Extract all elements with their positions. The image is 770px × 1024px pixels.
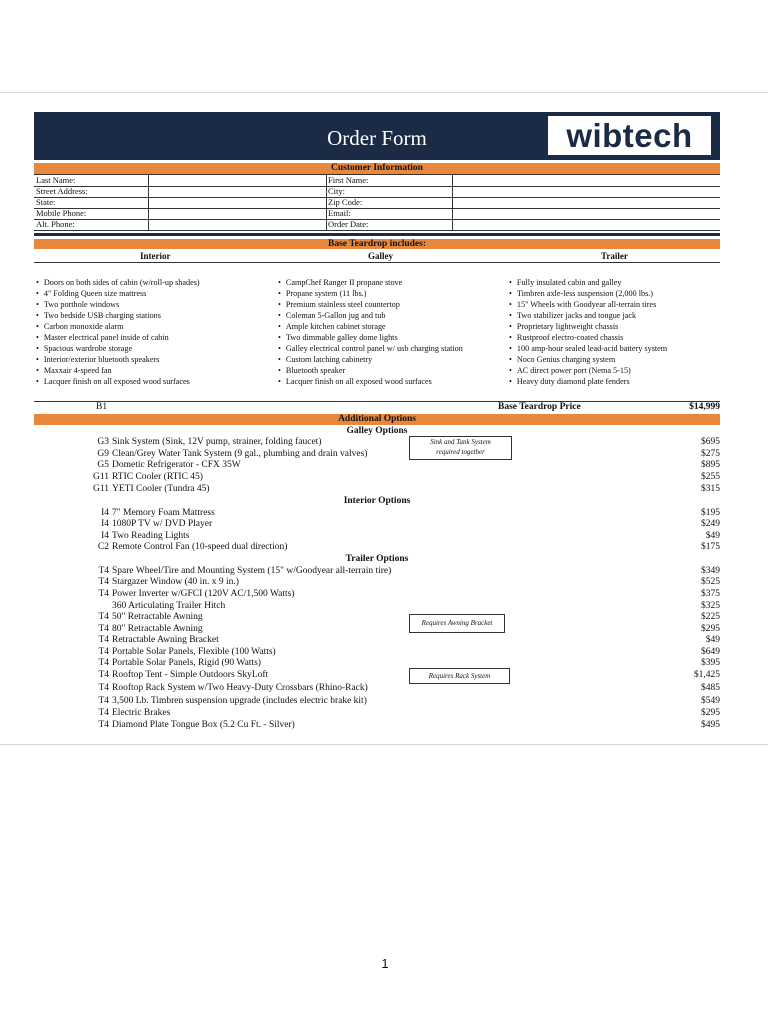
list-item: • Custom latching cabinetry [278, 354, 508, 365]
option-code: T4 [98, 647, 109, 657]
last-name-label: Last Name: [36, 175, 76, 185]
list-item: • Rustproof electro-coated chassis [509, 332, 719, 343]
option-price: $175 [701, 542, 720, 552]
option-code: G11 [92, 472, 109, 482]
list-item: • Bluetooth speaker [278, 365, 508, 376]
wibtech-logo [548, 116, 711, 155]
option-price: $649 [701, 647, 720, 657]
option-code: T4 [98, 577, 109, 587]
first-name-label: First Name: [328, 175, 369, 185]
option-code: T4 [98, 612, 109, 622]
option-name: 7" Memory Foam Mattress [112, 508, 215, 518]
option-name: 1080P TV w/ DVD Player [112, 519, 213, 529]
option-row [34, 696, 720, 707]
rack-system-note: Requires Rack System [409, 668, 510, 684]
list-item: • Two porthole windows [36, 299, 266, 310]
option-price: $395 [701, 658, 720, 668]
customer-row [34, 219, 720, 231]
option-name: Portable Solar Panels, Rigid (90 Watts) [112, 658, 261, 668]
option-name: YETI Cooler (Tundra 45) [112, 484, 210, 494]
option-price: $249 [701, 519, 720, 529]
option-code: T4 [98, 720, 109, 730]
order-date-label: Order Date: [328, 219, 369, 229]
option-price: $49 [705, 635, 720, 645]
city-label: City: [328, 186, 346, 196]
option-row [34, 601, 720, 612]
list-item: • Two stabilizer jacks and tongue jack [509, 310, 719, 321]
option-price: $495 [701, 720, 720, 730]
base-price-row [34, 402, 720, 413]
trailer-features-list [509, 277, 719, 387]
list-item: • Two bedside USB charging stations [36, 310, 266, 321]
option-name: 80" Retractable Awning [112, 624, 203, 634]
option-row [34, 437, 720, 448]
option-row [34, 658, 720, 669]
option-row [34, 484, 720, 495]
option-code: G5 [97, 460, 109, 470]
list-item: • Spacious wardrobe storage [36, 343, 266, 354]
list-item: • Heavy duty diamond plate fenders [509, 376, 719, 387]
option-code: G3 [97, 437, 109, 447]
option-row [34, 708, 720, 719]
option-name: 3,500 Lb. Timbren suspension upgrade (includes electric brake kit) [112, 696, 367, 706]
list-item: • Carbon monoxide alarm [36, 321, 266, 332]
base-includes-heading: Base Teardrop includes: [34, 239, 720, 249]
column-divider [452, 175, 453, 231]
option-price: $1,425 [693, 670, 720, 680]
list-item: • Doors on both sides of cabin (w/roll-up shades) [36, 277, 266, 288]
option-code: T4 [98, 696, 109, 706]
option-price: $225 [701, 612, 720, 622]
option-price: $375 [701, 589, 720, 599]
option-row [34, 460, 720, 471]
option-row [34, 635, 720, 646]
option-name: Sink System (Sink, 12V pump, strainer, folding faucet) [112, 437, 322, 447]
trailer-column-heading: Trailer [601, 251, 628, 261]
option-row [34, 542, 720, 553]
option-code: T4 [98, 624, 109, 634]
page-title: Order Form [327, 126, 427, 150]
list-item: • Coleman 5-Gallon jug and tub [278, 310, 508, 321]
customer-info-table [34, 174, 720, 229]
option-name: Rooftop Rack System w/Two Heavy-Duty Crossbars (Rhino-Rack) [112, 683, 368, 693]
option-code: T4 [98, 683, 109, 693]
option-row [34, 519, 720, 530]
option-code: T4 [98, 566, 109, 576]
option-row [34, 508, 720, 519]
option-price: $255 [701, 472, 720, 482]
awning-bracket-note: Requires Awning Bracket [409, 614, 505, 633]
option-code: G11 [92, 484, 109, 494]
option-row [34, 472, 720, 483]
option-name: Retractable Awning Bracket [112, 635, 219, 645]
galley-column-heading: Galley [368, 251, 393, 261]
page-number: 1 [381, 956, 389, 971]
option-code: G9 [97, 449, 109, 459]
option-name: Remote Control Fan (10-speed dual direction) [112, 542, 288, 552]
alt-phone-label: Alt. Phone: [36, 219, 75, 229]
option-price: $315 [701, 484, 720, 494]
list-item: • Two dimmable galley dome lights [278, 332, 508, 343]
list-item: • Lacquer finish on all exposed wood surfaces [278, 376, 508, 387]
option-row [34, 670, 720, 681]
customer-info-heading: Customer Information [34, 163, 720, 174]
option-code: I4 [101, 519, 109, 529]
option-code: T4 [98, 589, 109, 599]
list-item: • Proprietary lightweight chassis [509, 321, 719, 332]
option-row [34, 449, 720, 460]
option-row [34, 683, 720, 694]
option-code: I4 [101, 531, 109, 541]
list-item: • AC direct power port (Nema 5-15) [509, 365, 719, 376]
option-code: I4 [101, 508, 109, 518]
list-item: • Maxxair 4-speed fan [36, 365, 266, 376]
email-label: Email: [328, 208, 351, 218]
option-price: $695 [701, 437, 720, 447]
option-row [34, 531, 720, 542]
option-name: 360 Articulating Trailer Hitch [112, 601, 226, 611]
option-name: Two Reading Lights [112, 531, 190, 541]
option-code: T4 [98, 658, 109, 668]
option-price: $195 [701, 508, 720, 518]
interior-column-heading: Interior [140, 251, 171, 261]
list-item: • Ample kitchen cabinet storage [278, 321, 508, 332]
option-row [34, 647, 720, 658]
galley-options-title: Galley Options [346, 426, 408, 436]
state-label: State: [36, 197, 56, 207]
list-item: • Premium stainless steel countertop [278, 299, 508, 310]
option-name: 50" Retractable Awning [112, 612, 203, 622]
note-line: Sink and Tank System [430, 438, 491, 446]
option-row [34, 720, 720, 731]
list-item: • CampChef Ranger II propane stove [278, 277, 508, 288]
option-row [34, 577, 720, 588]
interior-options-title: Interior Options [343, 496, 411, 506]
base-price-code: B1 [96, 402, 108, 412]
option-name: Spare Wheel/Tire and Mounting System (15" w/Goodyear all-terrain tire) [112, 566, 392, 576]
list-item: • 100 amp-hour sealed lead-acid battery system [509, 343, 719, 354]
column-divider [326, 175, 327, 231]
column-divider [148, 175, 149, 231]
galley-features-list [278, 277, 508, 387]
option-price: $349 [701, 566, 720, 576]
interior-features-list [36, 277, 266, 387]
option-price: $49 [705, 531, 720, 541]
option-price: $485 [701, 683, 720, 693]
option-code: C2 [97, 542, 109, 552]
list-item: • Master electrical panel inside of cabin [36, 332, 266, 343]
sink-tank-note [409, 436, 512, 460]
list-item: • Lacquer finish on all exposed wood surfaces [36, 376, 266, 387]
base-price-value: $14,999 [689, 402, 720, 412]
option-price: $275 [701, 449, 720, 459]
option-price: $325 [701, 601, 720, 611]
divider [34, 262, 720, 263]
option-name: Portable Solar Panels, Flexible (100 Watts) [112, 647, 276, 657]
option-price: $525 [701, 577, 720, 587]
option-name: Clean/Grey Water Tank System (9 gal., plumbing and drain valves) [112, 449, 368, 459]
list-item: • Fully insulated cabin and galley [509, 277, 719, 288]
list-item: • Noco Genius charging system [509, 354, 719, 365]
logo-text: wibtech [566, 116, 693, 154]
option-code: T4 [98, 635, 109, 645]
option-name: Electric Brakes [112, 708, 171, 718]
option-name: Stargazer Window (40 in. x 9 in.) [112, 577, 239, 587]
list-item: • 15" Wheels with Goodyear all-terrain tires [509, 299, 719, 310]
option-name: Power Inverter w/GFCI (120V AC/1,500 Watts) [112, 589, 295, 599]
option-price: $895 [701, 460, 720, 470]
list-item: • Timbren axle-less suspension (2,000 lbs.) [509, 288, 719, 299]
list-item: • Propane system (11 lbs.) [278, 288, 508, 299]
option-row [34, 566, 720, 577]
option-price: $295 [701, 624, 720, 634]
trailer-options-title: Trailer Options [345, 554, 409, 564]
option-row [34, 612, 720, 623]
mobile-phone-label: Mobile Phone: [36, 208, 87, 218]
street-address-label: Street Address: [36, 186, 88, 196]
option-row [34, 589, 720, 600]
option-name: Diamond Plate Tongue Box (5.2 Cu Ft. - Silver) [112, 720, 295, 730]
zip-code-label: Zip Code: [328, 197, 363, 207]
section-divider [34, 233, 720, 236]
note-line: required together [436, 448, 485, 456]
option-name: Dometic Refrigerator - CFX 35W [112, 460, 241, 470]
list-item: • Interior/exterior bluetooth speakers [36, 354, 266, 365]
additional-options-heading: Additional Options [34, 414, 720, 425]
list-item: • 4" Folding Queen size mattress [36, 288, 266, 299]
option-code: T4 [98, 670, 109, 680]
option-price: $549 [701, 696, 720, 706]
option-price: $295 [701, 708, 720, 718]
base-price-label: Base Teardrop Price [498, 402, 581, 412]
option-code: T4 [98, 708, 109, 718]
option-row [34, 624, 720, 635]
option-name: Rooftop Tent - Simple Outdoors SkyLoft [112, 670, 269, 680]
option-name: RTIC Cooler (RTIC 45) [112, 472, 203, 482]
list-item: • Galley electrical control panel w/ usb charging station [278, 343, 508, 354]
